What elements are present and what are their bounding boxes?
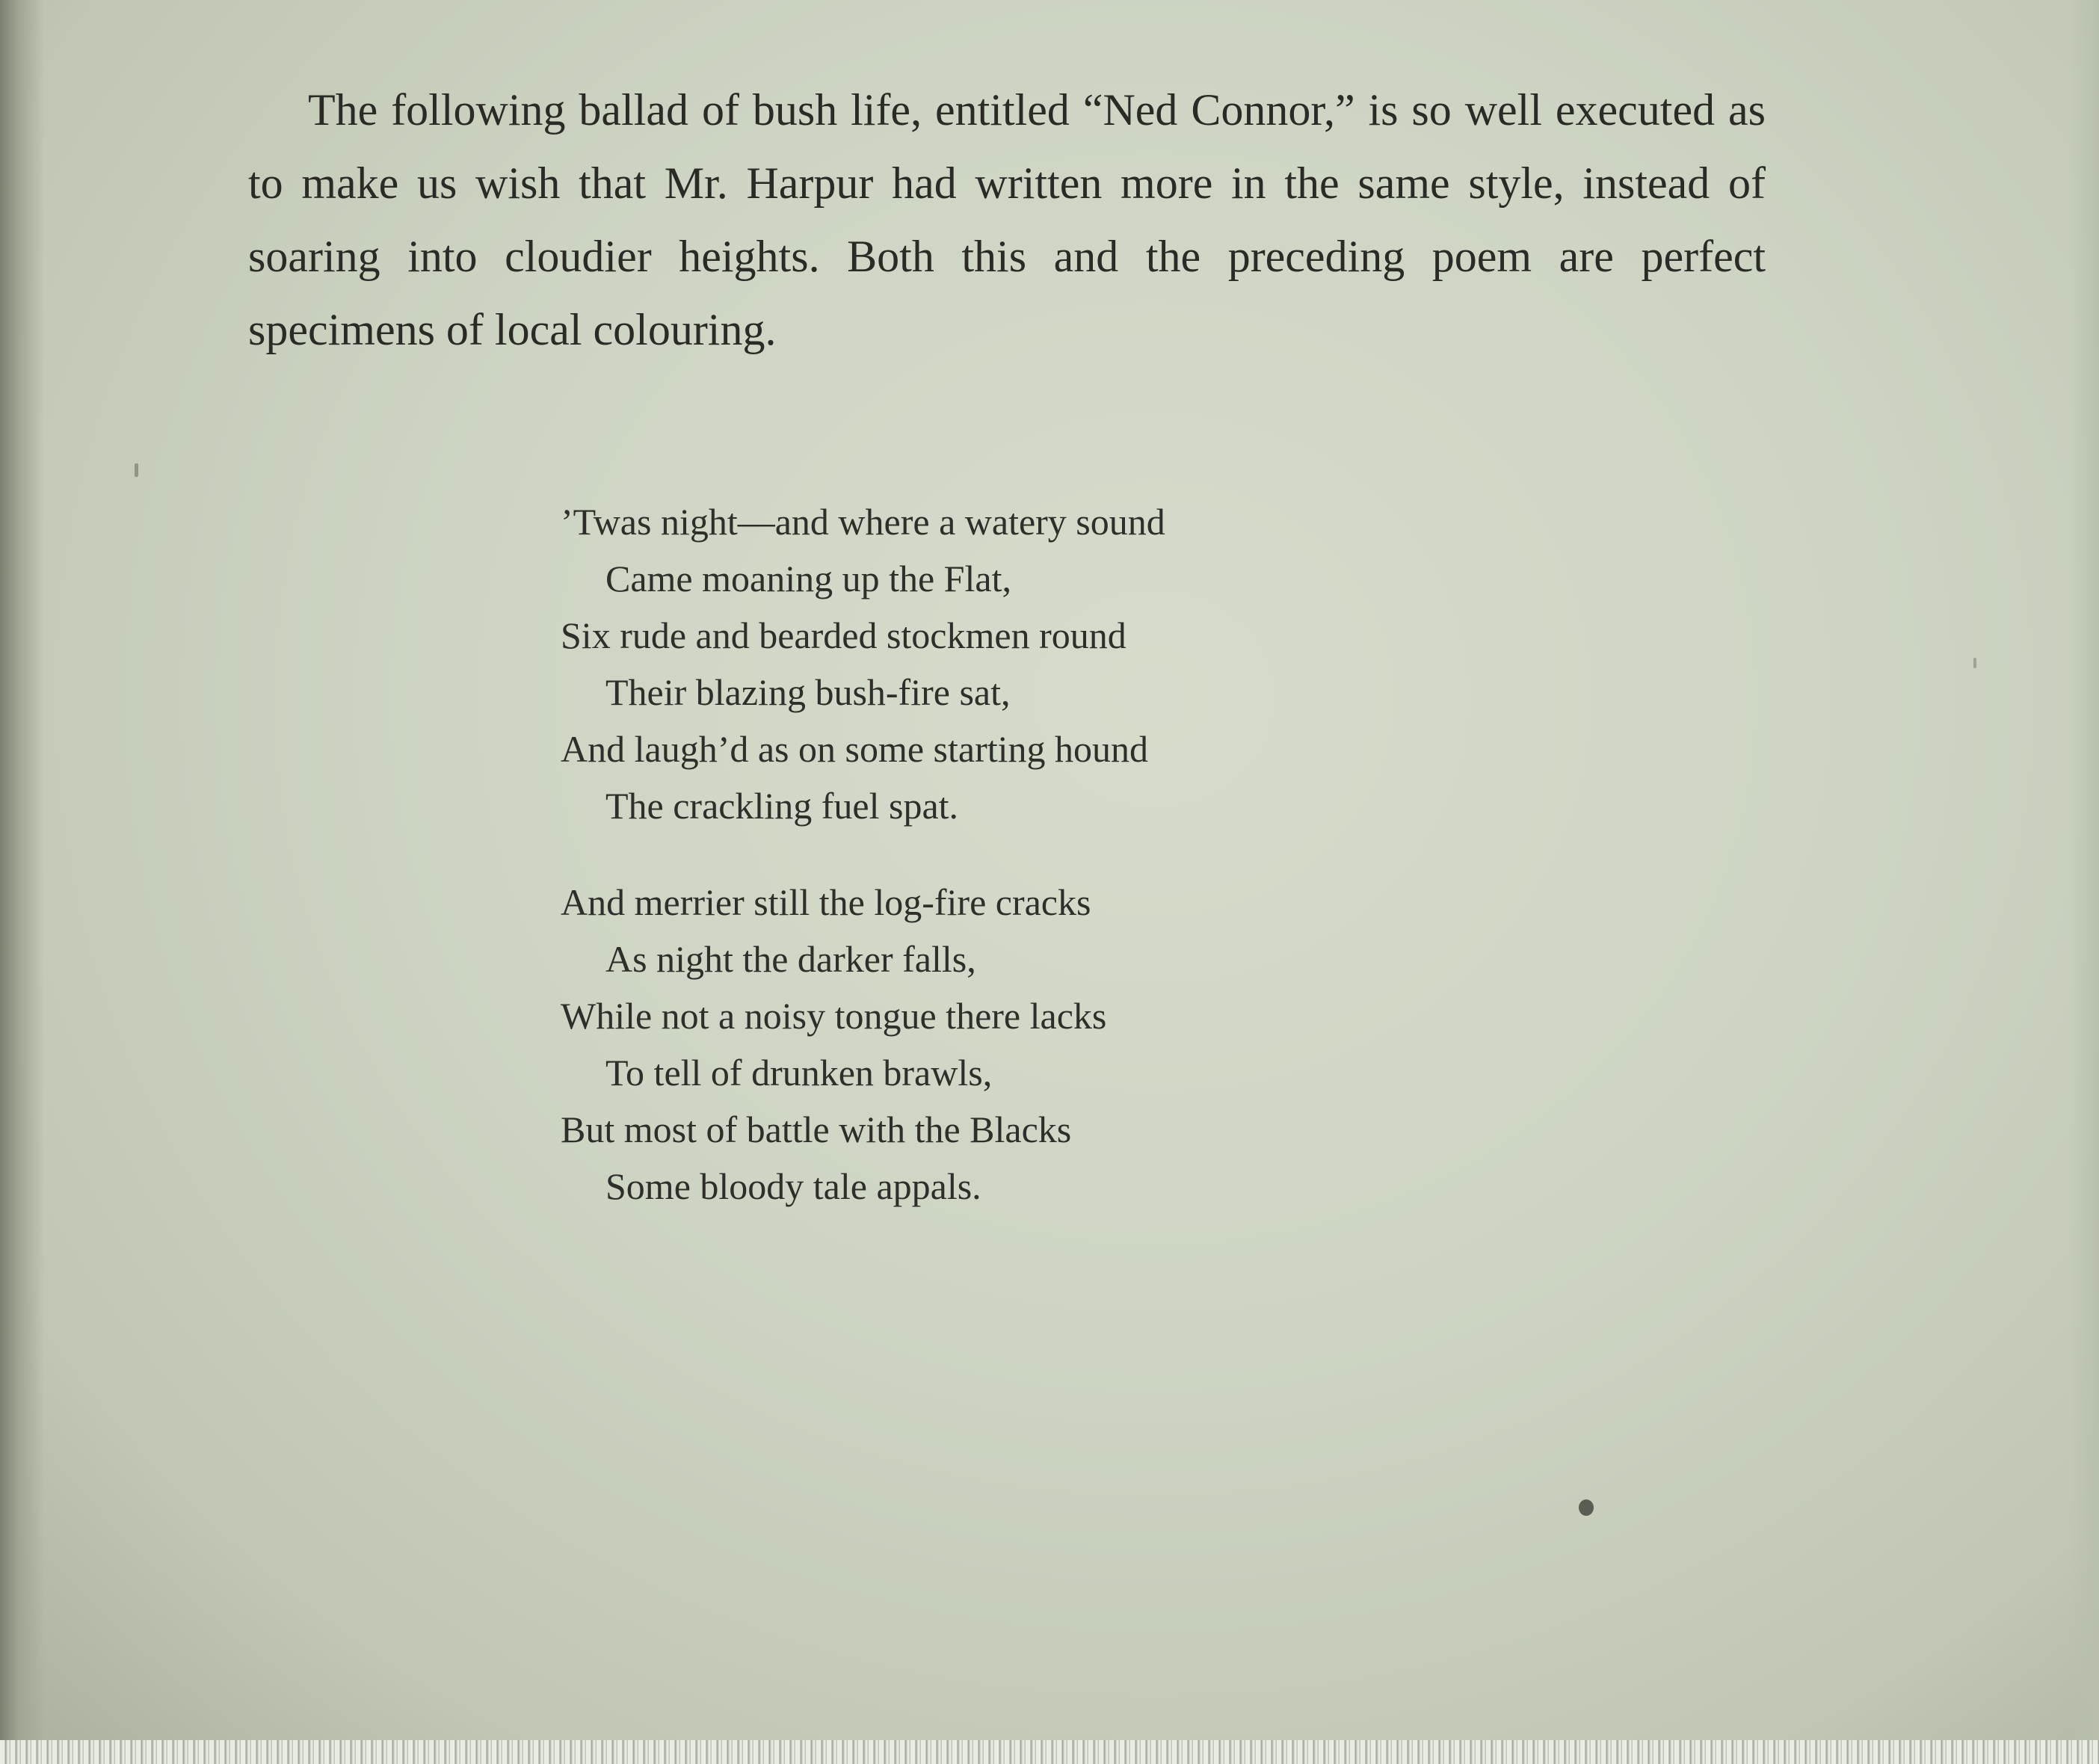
poem (561, 493, 1458, 1254)
paper-speck (1973, 658, 1976, 668)
poem-line: While not a noisy tongue there lacks (561, 995, 1107, 1037)
poem-line: Six rude and bearded stockmen round (561, 614, 1126, 656)
poem-line: To tell of drunken brawls, (605, 1052, 993, 1094)
poem-line: Their blazing bush-fire sat, (605, 671, 1011, 713)
poem-line: Came moaning up the Flat, (605, 558, 1011, 599)
paper-speck (135, 463, 138, 477)
poem-line: ’Twas night—and where a watery sound (561, 501, 1165, 543)
poem-line: The crackling fuel spat. (605, 785, 959, 827)
paper-speck (1579, 1499, 1594, 1516)
poem-line: Some bloody tale appals. (605, 1165, 981, 1207)
poem-line: And merrier still the log-fire cracks (561, 881, 1091, 923)
poem-line: But most of battle with the Blacks (561, 1108, 1072, 1150)
page-gutter-shadow (0, 0, 45, 1745)
poem-line: As night the darker falls, (605, 938, 976, 980)
poem-stanza-2 (561, 874, 1458, 1215)
page-torn-edge (0, 1740, 2099, 1764)
poem-line: And laugh’d as on some starting hound (561, 728, 1149, 770)
page-right-edge (2069, 0, 2099, 1745)
intro-paragraph: The following ballad of bush life, entitled “Ned Connor,” is so well executed as to make us wish that Mr. Harpur had written more in the same style, instead of soaring into cloudier heights. Both this and the preceding poem are perfect specimens of local colouring. (248, 85, 1766, 354)
poem-stanza-1 (561, 493, 1458, 834)
